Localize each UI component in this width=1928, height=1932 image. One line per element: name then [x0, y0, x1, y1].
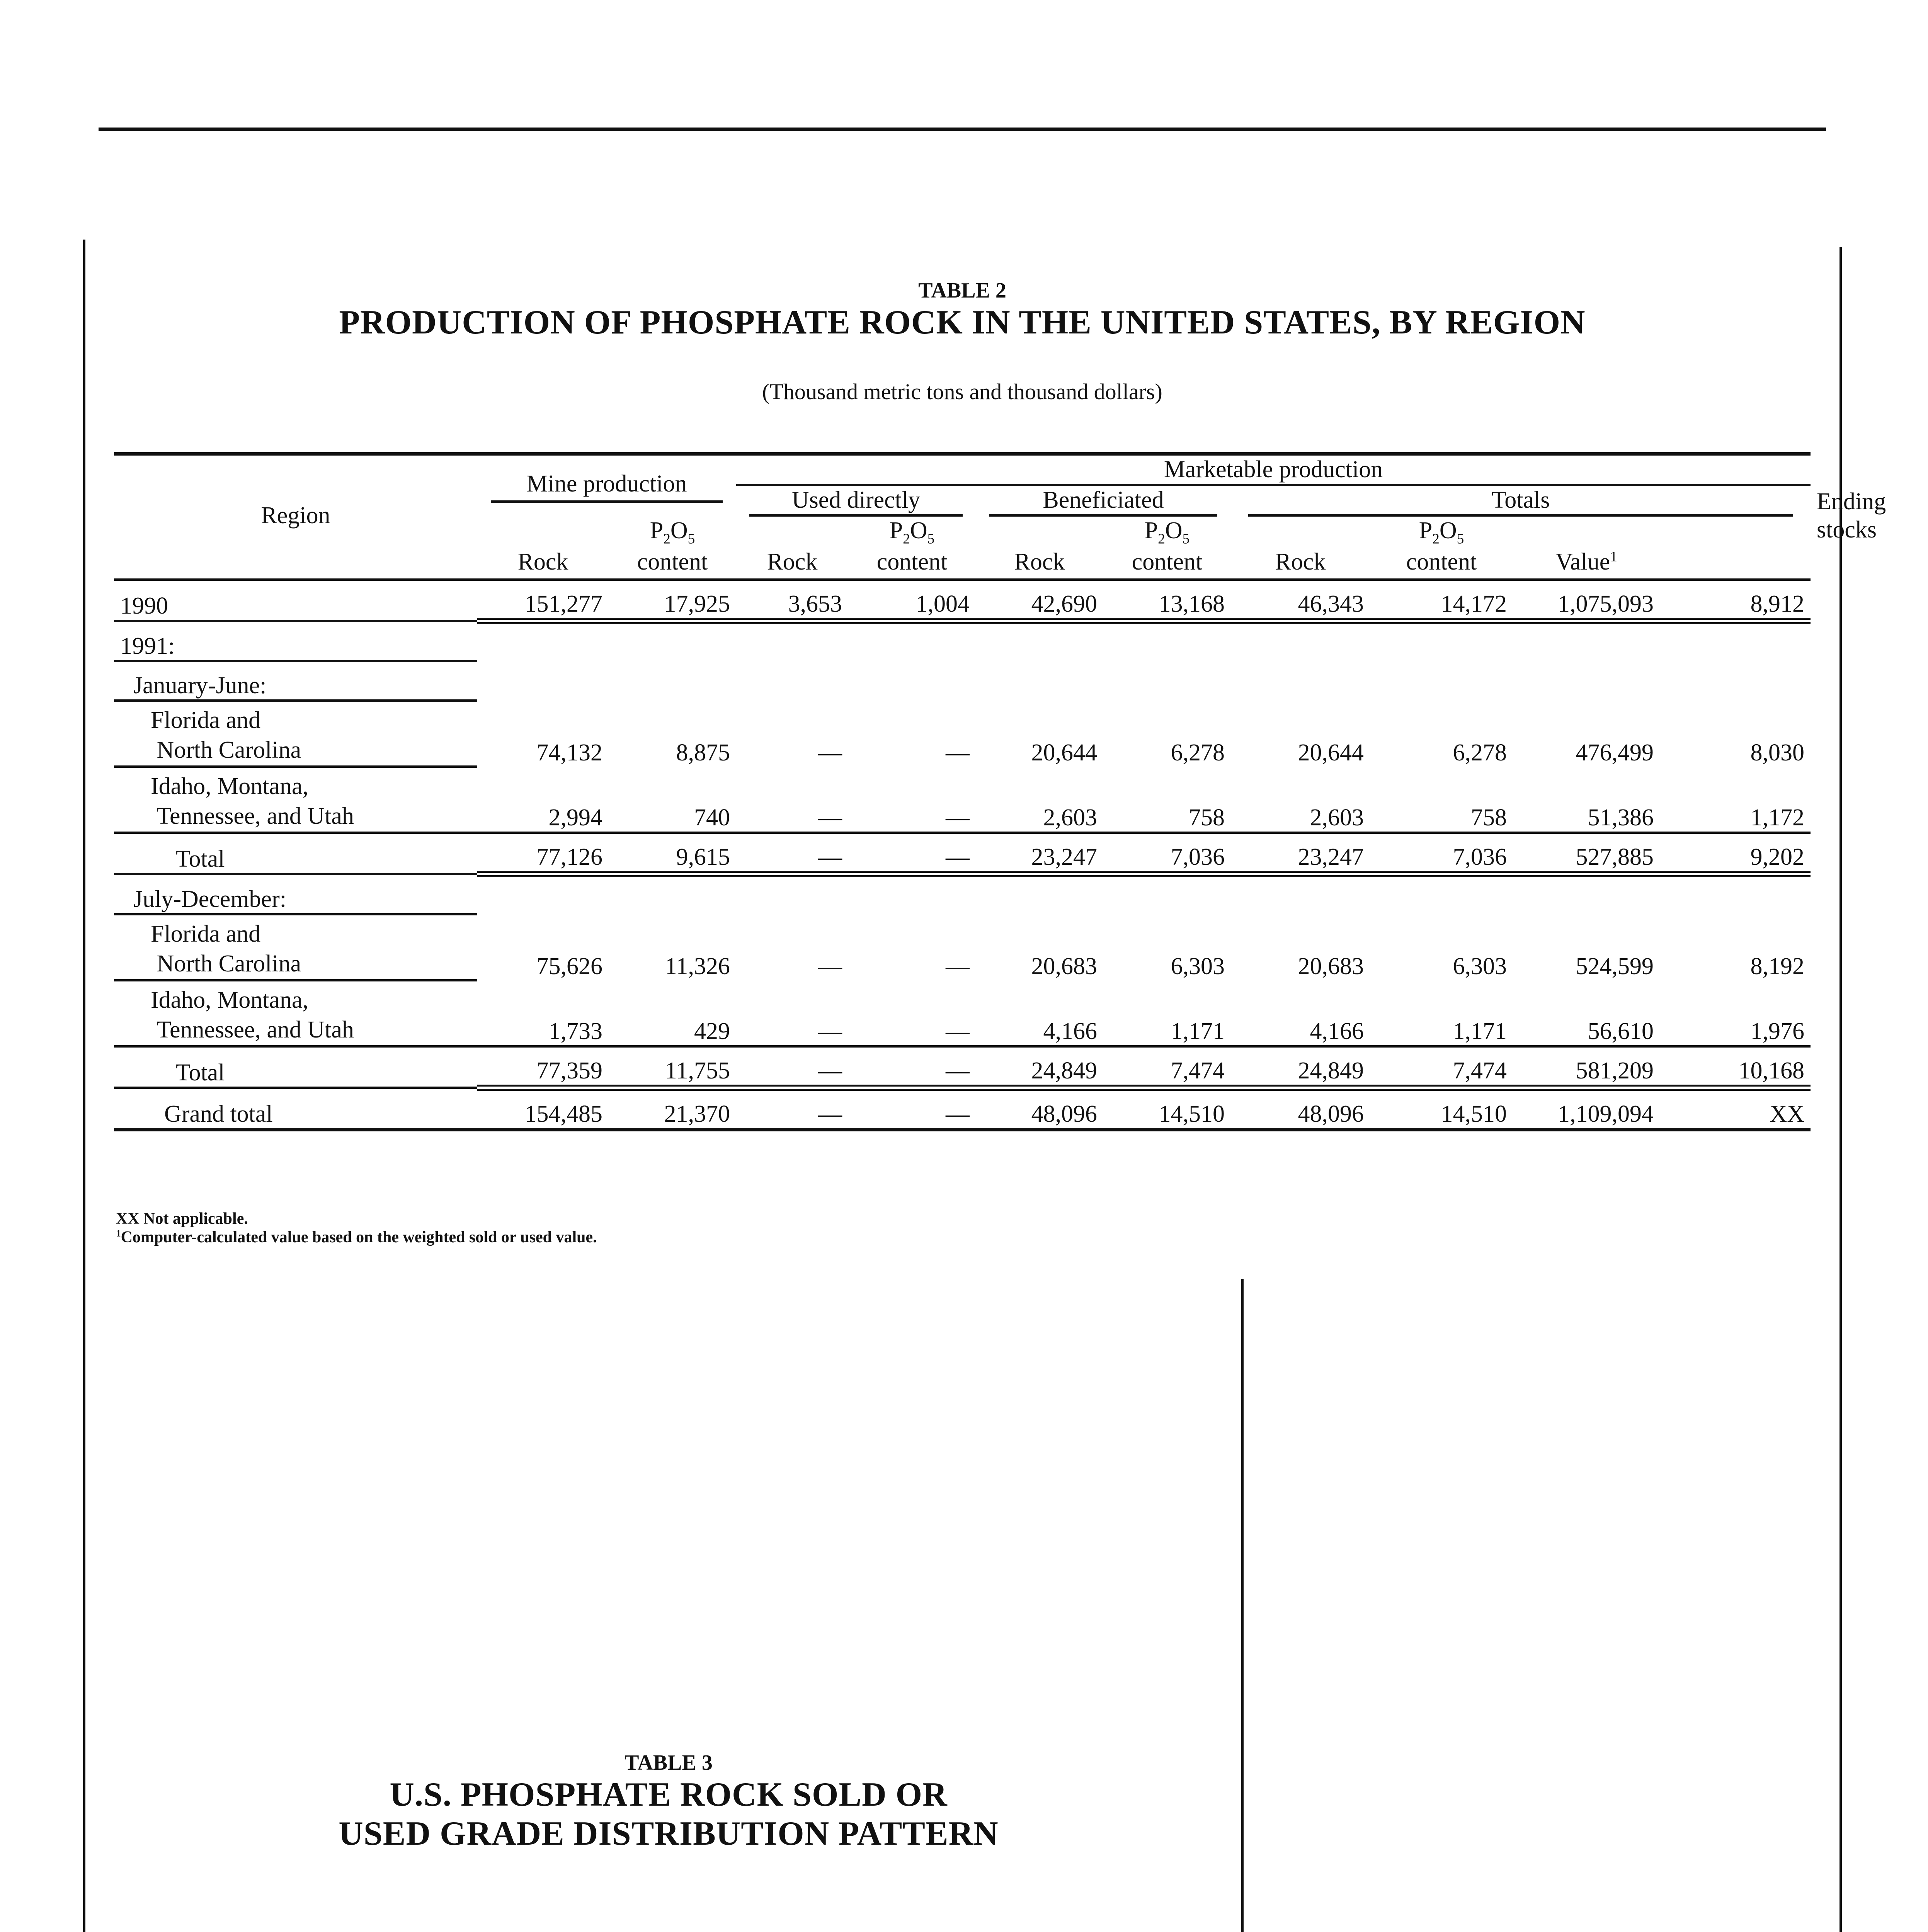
cell: 14,510 [1441, 1100, 1507, 1127]
cell: 77,126 [477, 833, 609, 874]
table3-label: TABLE 3 [625, 1751, 713, 1775]
cell: 429 [609, 980, 736, 1046]
row-label: Idaho, Montana, Tennessee, and Utah [114, 767, 477, 833]
header-ben-rock: Rock [1014, 548, 1065, 575]
cell: 476,499 [1576, 739, 1654, 766]
row-label: 1991: [114, 621, 477, 661]
cell: 7,474 [1103, 1046, 1231, 1088]
cell: 1,171 [1370, 980, 1513, 1046]
cell: — [818, 953, 842, 980]
header-ben-p2o5: $P_2O_5$ content [1132, 517, 1203, 575]
cell: 24,849 [976, 1046, 1103, 1088]
row-label: Florida and North Carolina [114, 701, 477, 767]
cell: 75,626 [536, 953, 602, 980]
cell: 20,683 [1298, 953, 1364, 980]
table-row-jj-total [114, 833, 1811, 874]
row-label: Florida and North Carolina [114, 914, 477, 980]
cell: 151,277 [477, 580, 609, 621]
cell: 4,166 [1231, 980, 1370, 1046]
cell: 74,132 [536, 739, 602, 766]
cell: 42,690 [976, 580, 1103, 621]
cell: 6,303 [1171, 953, 1225, 980]
cell: 6,303 [1453, 953, 1507, 980]
table3-heading [110, 1750, 1227, 1853]
cell: 7,036 [1103, 833, 1231, 874]
table-row-jj-florida [114, 701, 1811, 767]
row-label: 1990 [120, 592, 168, 619]
cell: — [736, 980, 848, 1046]
row-label: Total [114, 1046, 477, 1088]
cell: — [736, 833, 848, 874]
cell: 4,166 [976, 980, 1103, 1046]
top-rule [99, 128, 1826, 131]
cell: 6,278 [1171, 739, 1225, 766]
row-label: Idaho, Montana, Tennessee, and Utah [114, 980, 477, 1046]
cell: 6,278 [1453, 739, 1507, 766]
table2-header-row1 [114, 454, 1811, 485]
table-row-july-dec-label [114, 874, 1811, 914]
cell: 7,036 [1370, 833, 1513, 874]
header-tot-rock: Rock [1275, 548, 1326, 575]
table-row-jd-idaho [114, 980, 1811, 1046]
cell: — [848, 1046, 976, 1088]
cell: 8,192 [1750, 953, 1805, 980]
cell: 758 [1103, 767, 1231, 833]
row-label: July-December: [114, 874, 477, 914]
table2-title: PRODUCTION OF PHOSPHATE ROCK IN THE UNITED STATES, BY REGION [339, 304, 1586, 341]
table-row-grand-total [114, 1088, 1811, 1130]
left-margin-bar [83, 240, 85, 1932]
cell: 11,326 [665, 953, 730, 980]
table2-heading [114, 278, 1811, 342]
cell: 20,644 [1298, 739, 1364, 766]
cell: 581,209 [1513, 1046, 1660, 1088]
cell: 524,599 [1576, 953, 1654, 980]
cell: 46,343 [1231, 580, 1370, 621]
table2 [114, 452, 1886, 1133]
header-totals: Totals [1231, 485, 1811, 517]
cell: 3,653 [736, 580, 848, 621]
table-row-jd-total [114, 1046, 1811, 1088]
cell: 9,615 [609, 833, 736, 874]
cell: 1,171 [1103, 980, 1231, 1046]
cell: — [946, 739, 970, 766]
header-ending: Ending [1817, 488, 1886, 515]
table3-title-line1: U.S. PHOSPHATE ROCK SOLD OR [390, 1776, 948, 1813]
cell: 758 [1370, 767, 1513, 833]
cell: 7,474 [1370, 1046, 1513, 1088]
cell: — [818, 1100, 842, 1127]
table-row-jd-florida [114, 914, 1811, 980]
table-row-jan-june-label [114, 661, 1811, 701]
cell: — [946, 953, 970, 980]
header-used-rock: Rock [767, 548, 818, 575]
table2-label: TABLE 2 [918, 279, 1006, 303]
cell: 1,075,093 [1513, 580, 1660, 621]
cell: 2,603 [976, 767, 1103, 833]
header-used-p2o5: $P_2O_5$ content [876, 517, 948, 575]
table2-subtitle: (Thousand metric tons and thousand dollars) [762, 379, 1162, 404]
table3-title-line2: USED GRADE DISTRIBUTION PATTERN [339, 1815, 999, 1852]
cell: 9,202 [1660, 833, 1811, 874]
cell: 8,875 [676, 739, 730, 766]
cell: — [848, 980, 976, 1046]
cell: 740 [609, 767, 736, 833]
cell: 20,683 [1031, 953, 1097, 980]
cell: 11,755 [609, 1046, 736, 1088]
header-stocks: stocks [1817, 516, 1877, 543]
cell: — [818, 739, 842, 766]
cell: 17,925 [609, 580, 736, 621]
cell: 10,168 [1660, 1046, 1811, 1088]
cell: 48,096 [1298, 1100, 1364, 1127]
cell: 77,359 [477, 1046, 609, 1088]
cell: — [848, 767, 976, 833]
cell: 13,168 [1103, 580, 1231, 621]
row-label: January-June: [114, 661, 477, 701]
table-row-1990 [114, 580, 1811, 621]
cell: 2,603 [1231, 767, 1370, 833]
cell: 23,247 [1231, 833, 1370, 874]
cell: 51,386 [1513, 767, 1660, 833]
cell: 48,096 [1031, 1100, 1097, 1127]
header-tot-p2o5: $P_2O_5$ content [1406, 517, 1477, 575]
cell: 56,610 [1513, 980, 1660, 1046]
table-row-jj-idaho [114, 767, 1811, 833]
cell: 2,994 [477, 767, 609, 833]
cell: 1,004 [848, 580, 976, 621]
cell: XX [1770, 1100, 1805, 1127]
cell: 23,247 [976, 833, 1103, 874]
header-mine-rock: Rock [517, 548, 568, 575]
cell: 21,370 [664, 1100, 730, 1127]
cell: — [946, 1100, 970, 1127]
cell: — [736, 767, 848, 833]
cell: 1,976 [1660, 980, 1811, 1046]
table-row-1991-label [114, 621, 1811, 661]
header-beneficiated: Beneficiated [976, 485, 1231, 517]
header-mine-p2o5: $P_2O_5$ content [637, 517, 708, 575]
cell: 24,849 [1231, 1046, 1370, 1088]
header-region: Region [114, 454, 477, 576]
cell: 20,644 [1031, 739, 1097, 766]
cell: 527,885 [1513, 833, 1660, 874]
row-label: Total [114, 833, 477, 874]
header-marketable-production: Marketable production [736, 454, 1811, 485]
column-divider [1241, 1279, 1244, 1932]
header-tot-value: Value$^1$ [1555, 548, 1617, 575]
cell: 14,172 [1370, 580, 1513, 621]
cell: 8,030 [1750, 739, 1805, 766]
table2-footnotes [116, 1209, 1043, 1247]
cell: 1,109,094 [1558, 1100, 1654, 1127]
cell: — [736, 1046, 848, 1088]
header-used-directly: Used directly [736, 485, 976, 517]
cell: 14,510 [1159, 1100, 1225, 1127]
cell: 154,485 [524, 1100, 602, 1127]
footnote-xx: XX Not applicable. [116, 1210, 248, 1228]
cell: 8,912 [1660, 580, 1811, 621]
cell: — [848, 833, 976, 874]
row-label: Grand total [164, 1100, 273, 1127]
header-mine-production: Mine production [477, 454, 736, 517]
footnote-1: $^1$Computer-calculated value based on the weighted sold or used value. [116, 1228, 597, 1246]
cell: 1,172 [1660, 767, 1811, 833]
cell: 1,733 [477, 980, 609, 1046]
